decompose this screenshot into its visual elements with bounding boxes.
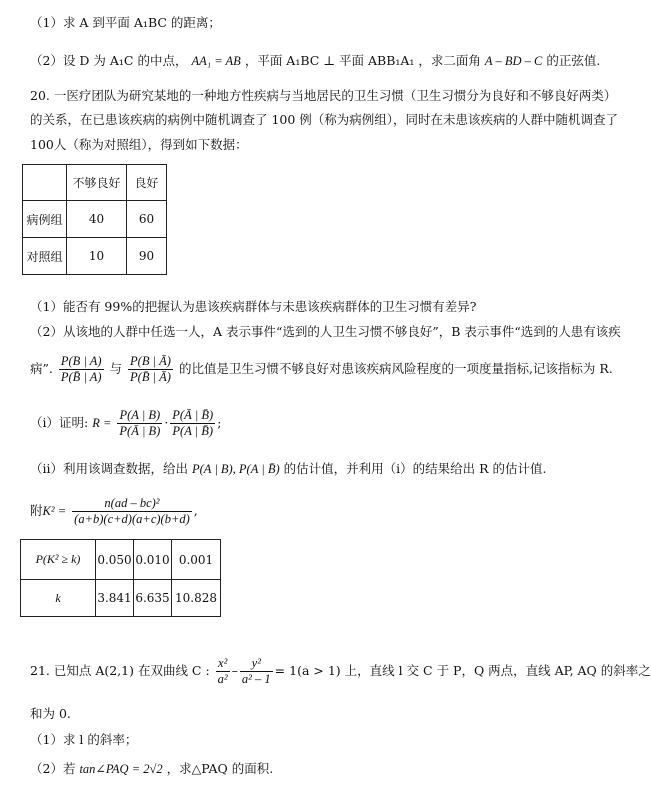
table-cell: P(K² ≥ k) xyxy=(21,540,96,580)
minus-sign: – xyxy=(231,663,238,678)
q20-sub2-disease: 病”. xyxy=(30,361,53,376)
table-cell: 40 xyxy=(67,201,127,238)
fraction-denominator: (a+b)(c+d)(a+c)(b+d) xyxy=(74,512,190,526)
q20-intro-line2: 的关系，在已患该疾病的病例中随机调查了 100 例（称为病例组），同时在未患该疾病的人群中随机调查了 xyxy=(30,112,619,127)
q20-sub1: （1）能否有 99%的把握认为患该疾病群体与未患该疾病群体的卫生习惯有差异? xyxy=(30,299,477,314)
table-cell: 病例组 xyxy=(23,201,67,238)
table-cell: 0.050 xyxy=(96,540,134,580)
q21-line1-a: 21. 已知点 A(2,1) 在双曲线 C : xyxy=(30,663,210,678)
q20-proof-label: （i）证明: xyxy=(30,415,89,430)
q21-part2 xyxy=(30,760,273,778)
table-row xyxy=(23,201,167,238)
fraction-numerator: n(ad – bc)² xyxy=(72,496,192,512)
k-critical-table xyxy=(20,539,221,617)
table-cell: 对照组 xyxy=(23,238,67,275)
q21-line1 xyxy=(30,654,651,688)
table-row xyxy=(21,580,221,617)
q19-part2-angle: A – BD – C xyxy=(484,54,543,68)
q19-part2-plane: ，平面 A₁BC ⊥ 平面 ABB₁A₁ xyxy=(244,53,415,68)
q20-formula xyxy=(30,494,198,528)
table-cell: 60 xyxy=(127,201,167,238)
q20-estimate-probs: P(A | B), P(A | B̄) xyxy=(191,462,280,476)
fraction-numerator: y² xyxy=(240,656,273,672)
table-header-cell xyxy=(23,165,67,201)
formula-fraction xyxy=(72,496,192,527)
table-cell: 0.010 xyxy=(134,540,172,580)
table-cell: 90 xyxy=(127,238,167,275)
fraction-denominator: P(A | B̄) xyxy=(172,424,214,438)
fraction-numerator: x² xyxy=(216,656,230,672)
formula-end: , xyxy=(193,503,198,518)
q20-proof-end: ; xyxy=(217,415,222,430)
q20-intro-line3: 100人（称为对照组），得到如下数据： xyxy=(30,137,248,152)
q19-part2-a: （2）设 D 为 A₁C 的中点， xyxy=(30,53,188,68)
hyperbola-fraction-y xyxy=(240,656,273,687)
fraction-denominator: P(B̄ | A) xyxy=(60,370,102,384)
table-row xyxy=(21,540,221,580)
q19-part2 xyxy=(30,52,600,70)
q21-line2: 和为 0. xyxy=(30,706,71,721)
fraction-denominator: P(Ā | B) xyxy=(119,424,161,438)
q20-data-table xyxy=(22,164,167,275)
hyperbola-fraction-x xyxy=(216,656,230,687)
table-cell: 3.841 xyxy=(96,580,134,617)
q21-part1: （1）求 l 的斜率； xyxy=(30,732,138,747)
q19-part2-ask: ，求二面角 xyxy=(418,53,481,68)
q20-sub2-and: 与 xyxy=(109,361,123,376)
q19-part2-end: 的正弦值. xyxy=(546,53,601,68)
fraction-2 xyxy=(128,354,173,385)
q20-estimate xyxy=(30,460,546,478)
fraction-denominator: P(B̄ | Ā) xyxy=(130,370,171,384)
table-cell: 0.001 xyxy=(172,540,221,580)
table-cell: 10 xyxy=(67,238,127,275)
formula-label: 附 xyxy=(30,503,43,518)
q21-part2-a: （2）若 xyxy=(30,761,76,776)
q20-sub2-line1: （2）从该地的人群中任选一人，A 表示事件“选到的人卫生习惯不够良好”，B 表示事件“选到的人患有该疾 xyxy=(30,324,621,339)
q21-part2-tan: tan∠PAQ = 2√2 xyxy=(79,762,163,776)
fraction-denominator: a² xyxy=(217,672,228,686)
fraction-numerator: P(A | B) xyxy=(117,408,162,424)
table-header-cell: 良好 xyxy=(127,165,167,201)
table-header-cell: 不够良好 xyxy=(67,165,127,201)
q21-part2-c: ，求△PAQ 的面积. xyxy=(166,761,274,776)
fraction-denominator: a² – 1 xyxy=(241,672,271,686)
q19-part2-eq: AA₁ = AB xyxy=(191,54,241,68)
fraction-3 xyxy=(117,408,162,439)
q20-estimate-a: （ii）利用该调查数据，给出 xyxy=(30,461,188,476)
table-cell: 10.828 xyxy=(172,580,221,617)
fraction-1 xyxy=(59,354,104,385)
q21-line1-b: = 1(a > 1) 上，直线 l 交 C 于 P，Q 两点，直线 AP, AQ 的斜率之 xyxy=(274,663,651,678)
q20-proof: （i）证明: R = $\frac{P(A | B)}{P(Ā | B)}$ · $\frac{P(Ā | B̄)}{P(A | B̄)}$ ; xyxy=(30,408,222,438)
q19-part1: （1）求 A 到平面 A₁BC 的距离； xyxy=(30,15,221,30)
q20-sub2-line2 xyxy=(30,352,613,386)
fraction-4 xyxy=(170,408,215,439)
table-cell: k xyxy=(21,580,96,617)
q20-sub2-index: 的比值是卫生习惯不够良好对患该疾病风险程度的一项度量指标,记该指标为 R. xyxy=(178,361,613,376)
fraction-numerator: P(Ā | B̄) xyxy=(172,408,214,422)
fraction-numerator: P(B | A) xyxy=(60,354,102,368)
formula-K: K² = xyxy=(42,504,67,518)
table-row xyxy=(23,238,167,275)
q20-proof-R: R = xyxy=(92,416,112,430)
fraction-numerator: P(B | Ā) xyxy=(130,354,171,368)
q20-estimate-c: 的估计值，并利用（i）的结果给出 R 的估计值. xyxy=(283,461,547,476)
table-cell: 6.635 xyxy=(134,580,172,617)
q20-intro-line1: 20. 一医疗团队为研究某地的一种地方性疾病与当地居民的卫生习惯（卫生习惯分为良好和不够良好两类） xyxy=(30,88,617,103)
